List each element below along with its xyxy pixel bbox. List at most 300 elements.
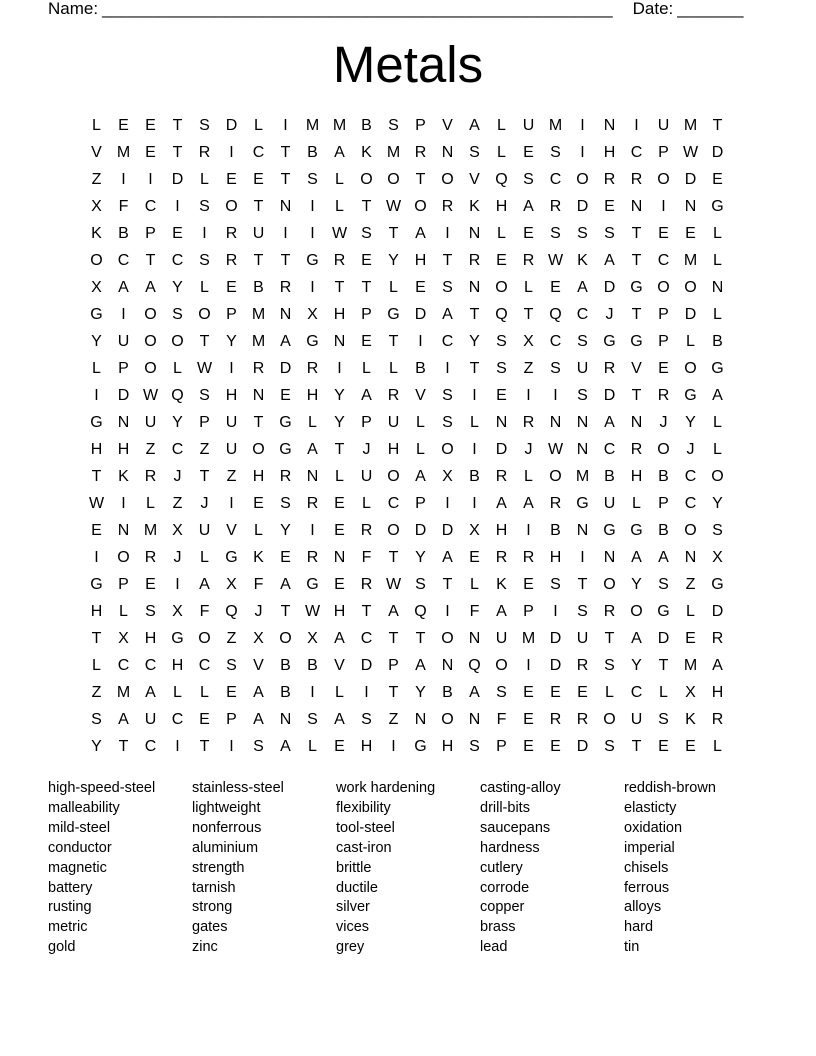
grid-letter: O: [657, 441, 670, 458]
grid-letter: T: [631, 252, 642, 269]
grid-letter: E: [118, 117, 129, 134]
grid-letter: E: [226, 684, 237, 701]
grid-letter: R: [549, 198, 562, 215]
grid-letter: J: [686, 441, 695, 458]
grid-letter: T: [280, 171, 291, 188]
grid-letter: I: [472, 495, 477, 512]
grid-letter: L: [362, 495, 371, 512]
grid-letter: G: [711, 198, 724, 215]
grid-letter: A: [145, 279, 156, 296]
grid-letter: L: [470, 414, 479, 431]
grid-letter: V: [334, 657, 345, 674]
grid-letter: H: [252, 468, 265, 485]
grid-letter: A: [469, 117, 480, 134]
grid-letter: E: [415, 279, 426, 296]
grid-letter: L: [335, 198, 344, 215]
grid-letter: H: [549, 549, 562, 566]
grid-letter: C: [603, 441, 616, 458]
grid-letter: R: [252, 360, 265, 377]
grid-letter: X: [172, 522, 183, 539]
grid-letter: E: [685, 738, 696, 755]
grid-letter: B: [280, 684, 291, 701]
grid-letter: E: [712, 171, 723, 188]
grid-letter: L: [416, 414, 425, 431]
grid-letter: A: [334, 630, 345, 647]
grid-letter: D: [657, 630, 670, 647]
grid-letter: C: [198, 657, 211, 674]
grid-letter: X: [442, 468, 453, 485]
grid-letter: C: [549, 171, 562, 188]
grid-letter: L: [524, 468, 533, 485]
grid-letter: B: [280, 657, 291, 674]
word-bank-item: conductor: [48, 839, 112, 856]
word-bank-item: lightweight: [192, 799, 261, 816]
grid-row: [83, 544, 731, 571]
grid-letter: L: [686, 333, 695, 350]
grid-letter: A: [361, 387, 372, 404]
grid-letter: M: [116, 144, 131, 161]
grid-letter: S: [172, 306, 183, 323]
grid-letter: O: [657, 279, 670, 296]
grid-letter: E: [604, 198, 615, 215]
word-bank-item: tool-steel: [336, 819, 395, 836]
grid-letter: R: [603, 171, 616, 188]
grid-letter: E: [226, 279, 237, 296]
grid-letter: M: [143, 522, 158, 539]
grid-letter: G: [225, 549, 238, 566]
grid-letter: S: [577, 387, 588, 404]
grid-letter: E: [172, 225, 183, 242]
grid-letter: G: [306, 333, 319, 350]
grid-letter: I: [364, 684, 369, 701]
grid-letter: Z: [199, 441, 210, 458]
grid-letter: O: [441, 711, 454, 728]
grid-row: [83, 193, 731, 220]
grid-letter: E: [523, 711, 534, 728]
grid-letter: T: [199, 738, 210, 755]
grid-letter: C: [630, 144, 643, 161]
grid-letter: V: [442, 117, 453, 134]
grid-letter: G: [90, 576, 103, 593]
grid-letter: I: [229, 495, 234, 512]
grid-letter: B: [361, 117, 372, 134]
grid-letter: T: [91, 630, 102, 647]
grid-letter: S: [361, 711, 372, 728]
grid-letter: E: [334, 576, 345, 593]
grid-letter: N: [117, 522, 130, 539]
grid-letter: L: [713, 252, 722, 269]
grid-letter: H: [360, 738, 373, 755]
grid-letter: Y: [685, 414, 696, 431]
grid-letter: I: [202, 225, 207, 242]
grid-letter: F: [361, 549, 372, 566]
grid-letter: L: [524, 279, 533, 296]
grid-letter: R: [630, 171, 643, 188]
grid-letter: O: [711, 468, 724, 485]
grid-letter: E: [658, 738, 669, 755]
word-bank-item: battery: [48, 879, 93, 896]
grid-letter: Q: [549, 306, 562, 323]
grid-letter: I: [580, 549, 585, 566]
grid-letter: X: [172, 603, 183, 620]
grid-letter: E: [334, 495, 345, 512]
grid-letter: H: [306, 387, 319, 404]
grid-letter: L: [92, 117, 101, 134]
grid-letter: R: [711, 630, 724, 647]
grid-letter: N: [495, 414, 508, 431]
grid-letter: N: [684, 549, 697, 566]
grid-letter: O: [495, 657, 508, 674]
grid-letter: R: [198, 144, 211, 161]
word-bank-item: reddish-brown: [624, 780, 716, 796]
grid-letter: S: [469, 738, 480, 755]
grid-letter: X: [91, 198, 102, 215]
grid-row: [83, 625, 731, 652]
grid-letter: E: [145, 144, 156, 161]
grid-letter: R: [657, 387, 670, 404]
grid-letter: I: [94, 387, 99, 404]
grid-letter: I: [580, 144, 585, 161]
grid-letter: A: [253, 684, 264, 701]
grid-letter: I: [526, 657, 531, 674]
grid-letter: H: [441, 738, 454, 755]
grid-letter: G: [630, 522, 643, 539]
grid-letter: U: [576, 360, 589, 377]
grid-letter: S: [307, 171, 318, 188]
grid-letter: Y: [469, 333, 480, 350]
grid-letter: M: [575, 468, 590, 485]
grid-row: [83, 490, 731, 517]
grid-letter: P: [523, 603, 534, 620]
grid-letter: S: [469, 144, 480, 161]
grid-letter: L: [335, 684, 344, 701]
grid-letter: C: [171, 252, 184, 269]
grid-letter: O: [441, 171, 454, 188]
grid-letter: S: [712, 522, 723, 539]
grid-letter: I: [445, 360, 450, 377]
grid-letter: L: [173, 360, 182, 377]
grid-letter: M: [683, 252, 698, 269]
grid-letter: H: [630, 468, 643, 485]
grid-letter: L: [686, 603, 695, 620]
grid-letter: T: [280, 252, 291, 269]
grid-letter: E: [361, 252, 372, 269]
grid-letter: E: [469, 549, 480, 566]
grid-letter: T: [91, 468, 102, 485]
word-bank-item: brass: [480, 919, 516, 936]
word-bank-item: ferrous: [624, 879, 670, 896]
grid-letter: S: [577, 333, 588, 350]
grid-letter: R: [549, 495, 562, 512]
grid-letter: S: [199, 117, 210, 134]
grid-letter: Q: [414, 603, 427, 620]
grid-letter: H: [603, 144, 616, 161]
grid-letter: U: [603, 495, 616, 512]
grid-letter: V: [253, 657, 264, 674]
grid-letter: E: [496, 387, 507, 404]
grid-letter: S: [253, 738, 264, 755]
grid-letter: O: [279, 630, 292, 647]
grid-letter: T: [280, 603, 291, 620]
grid-letter: R: [387, 387, 400, 404]
grid-letter: D: [684, 306, 697, 323]
grid-letter: R: [495, 468, 508, 485]
grid-letter: T: [604, 630, 615, 647]
grid-letter: I: [310, 684, 315, 701]
grid-letter: T: [388, 630, 399, 647]
grid-letter: S: [577, 603, 588, 620]
grid-letter: R: [468, 252, 481, 269]
grid-letter: O: [441, 630, 454, 647]
grid-letter: R: [495, 549, 508, 566]
grid-letter: J: [605, 306, 614, 323]
grid-letter: I: [580, 117, 585, 134]
grid-letter: E: [253, 495, 264, 512]
grid-letter: N: [252, 387, 265, 404]
grid-letter: W: [547, 252, 564, 269]
grid-letter: W: [682, 144, 699, 161]
grid-letter: T: [334, 279, 345, 296]
grid-row: [83, 436, 731, 463]
grid-letter: M: [332, 117, 347, 134]
grid-letter: U: [144, 414, 157, 431]
grid-letter: N: [468, 630, 481, 647]
grid-letter: Z: [91, 684, 102, 701]
grid-letter: D: [549, 657, 562, 674]
grid-letter: U: [117, 333, 130, 350]
word-bank-item: flexibility: [336, 799, 391, 816]
grid-letter: A: [442, 306, 453, 323]
grid-letter: T: [442, 576, 453, 593]
grid-letter: R: [576, 657, 589, 674]
grid-letter: T: [253, 198, 264, 215]
grid-row: [83, 247, 731, 274]
grid-letter: A: [631, 549, 642, 566]
grid-letter: T: [361, 603, 372, 620]
grid-letter: K: [361, 144, 372, 161]
grid-row: [83, 598, 731, 625]
grid-letter: N: [468, 711, 481, 728]
grid-letter: A: [712, 657, 723, 674]
grid-letter: Z: [145, 441, 156, 458]
grid-letter: D: [414, 306, 427, 323]
grid-letter: L: [254, 522, 263, 539]
grid-letter: W: [142, 387, 159, 404]
grid-letter: P: [415, 495, 426, 512]
grid-letter: S: [442, 387, 453, 404]
grid-letter: O: [171, 333, 184, 350]
grid-letter: B: [604, 468, 615, 485]
grid-letter: H: [711, 684, 724, 701]
grid-letter: P: [145, 225, 156, 242]
grid-row: [83, 706, 731, 733]
word-bank-item: gates: [192, 919, 228, 936]
grid-letter: B: [118, 225, 129, 242]
word-bank-item: tarnish: [192, 879, 236, 896]
grid-letter: T: [469, 306, 480, 323]
grid-letter: N: [468, 279, 481, 296]
grid-letter: Z: [388, 711, 399, 728]
grid-letter: P: [496, 738, 507, 755]
grid-letter: K: [496, 576, 507, 593]
grid-letter: V: [631, 360, 642, 377]
grid-letter: G: [630, 333, 643, 350]
grid-letter: N: [711, 279, 724, 296]
grid-letter: C: [117, 252, 130, 269]
grid-letter: H: [225, 387, 238, 404]
grid-letter: P: [658, 495, 669, 512]
grid-letter: L: [713, 441, 722, 458]
grid-letter: O: [144, 360, 157, 377]
word-bank-item: high-speed-steel: [48, 780, 156, 796]
grid-letter: T: [388, 333, 399, 350]
grid-letter: S: [199, 198, 210, 215]
grid-letter: C: [684, 468, 697, 485]
grid-letter: T: [253, 252, 264, 269]
grid-row: [83, 571, 731, 598]
word-bank-item: strength: [192, 859, 245, 876]
grid-letter: S: [307, 711, 318, 728]
grid-letter: E: [361, 333, 372, 350]
grid-letter: O: [684, 522, 697, 539]
grid-letter: G: [306, 252, 319, 269]
grid-letter: N: [468, 225, 481, 242]
grid-letter: C: [684, 495, 697, 512]
grid-letter: O: [252, 441, 265, 458]
grid-letter: H: [90, 603, 103, 620]
grid-letter: G: [603, 522, 616, 539]
grid-letter: S: [91, 711, 102, 728]
word-bank-item: grey: [336, 939, 365, 956]
grid-letter: J: [200, 495, 209, 512]
grid-letter: I: [175, 576, 180, 593]
grid-letter: L: [713, 738, 722, 755]
grid-letter: A: [604, 414, 615, 431]
grid-letter: L: [470, 576, 479, 593]
grid-letter: C: [387, 495, 400, 512]
grid-letter: H: [495, 198, 508, 215]
grid-letter: N: [441, 144, 454, 161]
grid-letter: O: [117, 549, 130, 566]
name-label: Name:: [48, 0, 99, 18]
grid-letter: N: [117, 414, 130, 431]
grid-letter: O: [684, 360, 697, 377]
grid-letter: J: [362, 441, 371, 458]
grid-letter: I: [526, 387, 531, 404]
grid-letter: I: [391, 738, 396, 755]
grid-row: [83, 679, 731, 706]
grid-letter: O: [225, 198, 238, 215]
grid-letter: E: [523, 225, 534, 242]
grid-letter: I: [310, 522, 315, 539]
grid-letter: A: [280, 333, 291, 350]
grid-letter: E: [550, 738, 561, 755]
grid-letter: Y: [631, 576, 642, 593]
grid-letter: O: [441, 441, 454, 458]
grid-letter: R: [144, 468, 157, 485]
grid-letter: T: [118, 738, 129, 755]
grid-letter: B: [469, 468, 480, 485]
grid-letter: R: [279, 279, 292, 296]
grid-letter: B: [442, 684, 453, 701]
grid-letter: L: [173, 684, 182, 701]
grid-letter: X: [91, 279, 102, 296]
grid-letter: T: [415, 630, 426, 647]
grid-letter: O: [387, 522, 400, 539]
grid-letter: P: [658, 144, 669, 161]
grid-letter: A: [415, 225, 426, 242]
grid-letter: D: [711, 603, 724, 620]
grid-letter: N: [684, 198, 697, 215]
grid-letter: S: [523, 171, 534, 188]
grid-letter: H: [387, 441, 400, 458]
grid-letter: N: [279, 198, 292, 215]
grid-letter: F: [469, 603, 480, 620]
word-bank-item: nonferrous: [192, 819, 262, 836]
grid-letter: T: [631, 306, 642, 323]
grid-letter: W: [196, 360, 213, 377]
grid-letter: H: [333, 306, 346, 323]
grid-letter: R: [549, 711, 562, 728]
grid-letter: X: [469, 522, 480, 539]
grid-letter: C: [144, 657, 157, 674]
grid-row: [83, 220, 731, 247]
grid-letter: N: [333, 333, 346, 350]
grid-letter: N: [306, 468, 319, 485]
grid-letter: S: [361, 225, 372, 242]
grid-letter: R: [360, 522, 373, 539]
grid-letter: R: [414, 144, 427, 161]
grid-letter: I: [148, 171, 153, 188]
grid-letter: M: [386, 144, 401, 161]
grid-letter: X: [307, 630, 318, 647]
grid-letter: M: [116, 684, 131, 701]
grid-row: [83, 382, 731, 409]
word-bank-item: zinc: [192, 939, 218, 956]
word-bank-column: [624, 779, 768, 958]
grid-letter: V: [226, 522, 237, 539]
grid-letter: E: [550, 684, 561, 701]
grid-letter: P: [388, 657, 399, 674]
grid-letter: D: [117, 387, 130, 404]
grid-letter: A: [145, 684, 156, 701]
grid-letter: C: [144, 738, 157, 755]
grid-letter: E: [523, 684, 534, 701]
word-bank-item: lead: [480, 939, 508, 956]
grid-letter: P: [658, 306, 669, 323]
grid-letter: C: [117, 657, 130, 674]
date-label: Date:: [632, 0, 674, 18]
word-bank-item: ductile: [336, 879, 378, 896]
grid-letter: D: [576, 198, 589, 215]
grid-row: [83, 139, 731, 166]
grid-letter: D: [414, 522, 427, 539]
grid-letter: R: [225, 225, 238, 242]
word-bank-item: hardness: [480, 839, 540, 856]
grid-letter: O: [144, 333, 157, 350]
grid-letter: R: [306, 495, 319, 512]
word-bank-item: rusting: [48, 899, 92, 916]
grid-letter: N: [549, 414, 562, 431]
grid-letter: S: [388, 117, 399, 134]
word-bank-column: [48, 779, 192, 958]
grid-letter: A: [658, 549, 669, 566]
grid-letter: J: [659, 414, 668, 431]
grid-letter: A: [280, 576, 291, 593]
grid-letter: T: [172, 144, 183, 161]
grid-letter: A: [118, 711, 129, 728]
grid-letter: O: [495, 279, 508, 296]
